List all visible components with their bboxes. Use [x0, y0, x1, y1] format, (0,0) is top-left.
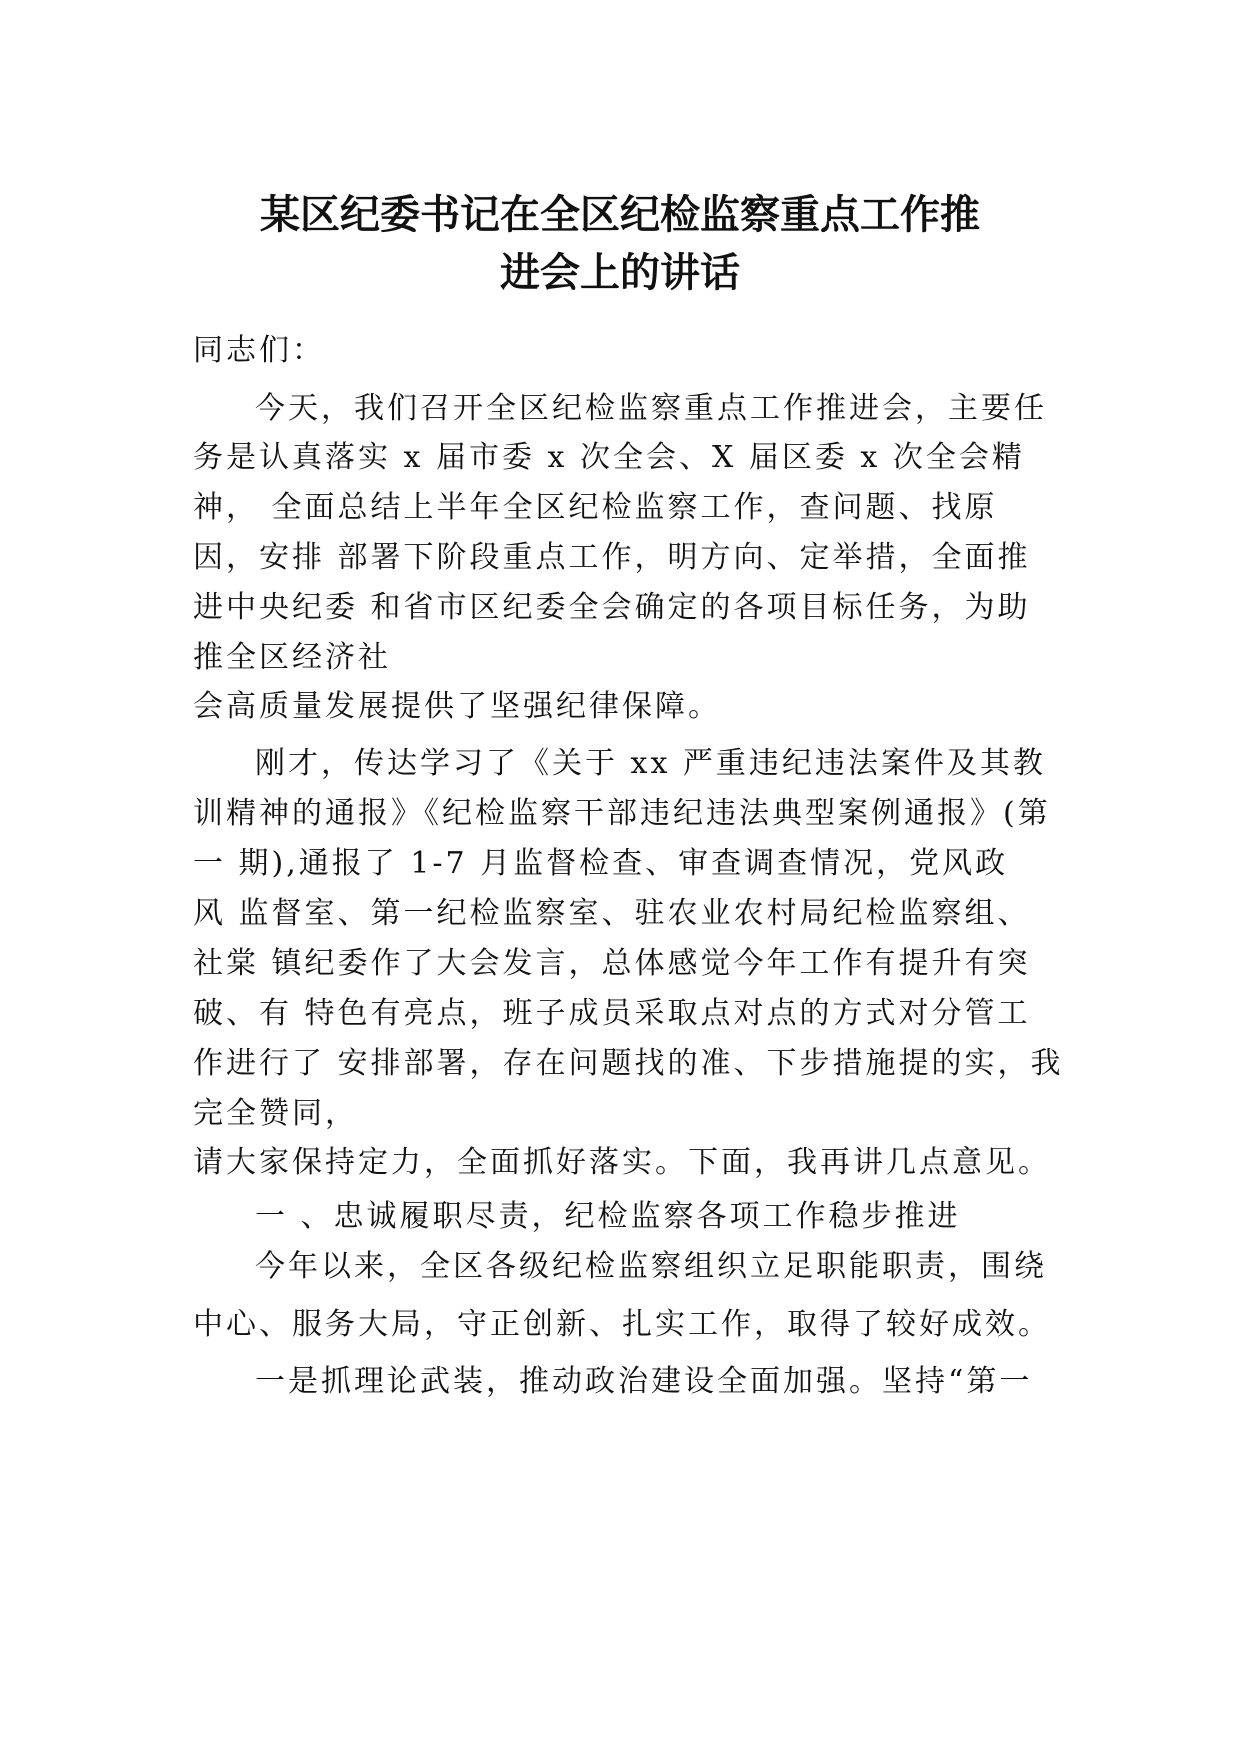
paragraph-line: 刚才，传达学习了《关于 xx 严重违纪违法案件及其教 — [255, 746, 1046, 781]
document-title-line-1: 某区纪委书记在全区纪检监察重点工作推 — [260, 192, 980, 238]
paragraph-line: 风 监督室、第一纪检监察室、驻农业农村局纪检监察组、 — [193, 896, 1031, 931]
paragraph-line: 推全区经济社 — [193, 640, 391, 675]
salutation: 同志们： — [193, 333, 325, 368]
document-title-line-2: 进会上的讲话 — [500, 250, 740, 296]
paragraph-line: 务是认真落实 x 届市委 x 次全会、X 届区委 x 次全会精 — [193, 440, 1025, 475]
paragraph-line: 社棠 镇纪委作了大会发言，总体感觉今年工作有提升有突 — [193, 946, 1031, 981]
paragraph-line: 作进行了 安排部署，存在问题找的准、下步措施提的实，我 — [193, 1046, 1064, 1081]
paragraph-line: 今天，我们召开全区纪检监察重点工作推进会，主要任 — [255, 391, 1047, 426]
paragraph-line: 因，安排 部署下阶段重点工作，明方向、定举措，全面推 — [193, 540, 1031, 575]
paragraph-line: 神， 全面总结上半年全区纪检监察工作，查问题、找原 — [193, 490, 998, 525]
paragraph-line: 一 期),通报了 1-7 月监督检查、审查调查情况，党风政 — [193, 846, 1009, 881]
section-heading: 一 、忠诚履职尽责，纪检监察各项工作稳步推进 — [255, 1199, 961, 1234]
paragraph-line: 一是抓理论武装，推动政治建设全面加强。坚持“第一 — [255, 1364, 1033, 1399]
paragraph-line: 今年以来，全区各级纪检监察组织立足职能职责，围绕 — [255, 1249, 1047, 1284]
paragraph-line: 训精神的通报》《纪检监察干部违纪违法典型案例通报》(第 — [193, 796, 1051, 831]
paragraph-line: 完全赞同， — [193, 1096, 358, 1131]
paragraph-line: 会高质量发展提供了坚强纪律保障。 — [193, 689, 721, 724]
paragraph-line: 请大家保持定力，全面抓好落实。下面，我再讲几点意见。 — [193, 1145, 1051, 1180]
paragraph-line: 中心、服务大局，守正创新、扎实工作，取得了较好成效。 — [193, 1307, 1051, 1342]
paragraph-line: 破、有 特色有亮点，班子成员采取点对点的方式对分管工 — [193, 996, 1031, 1031]
paragraph-line: 进中央纪委 和省市区纪委全会确定的各项目标任务，为助 — [193, 590, 1031, 625]
